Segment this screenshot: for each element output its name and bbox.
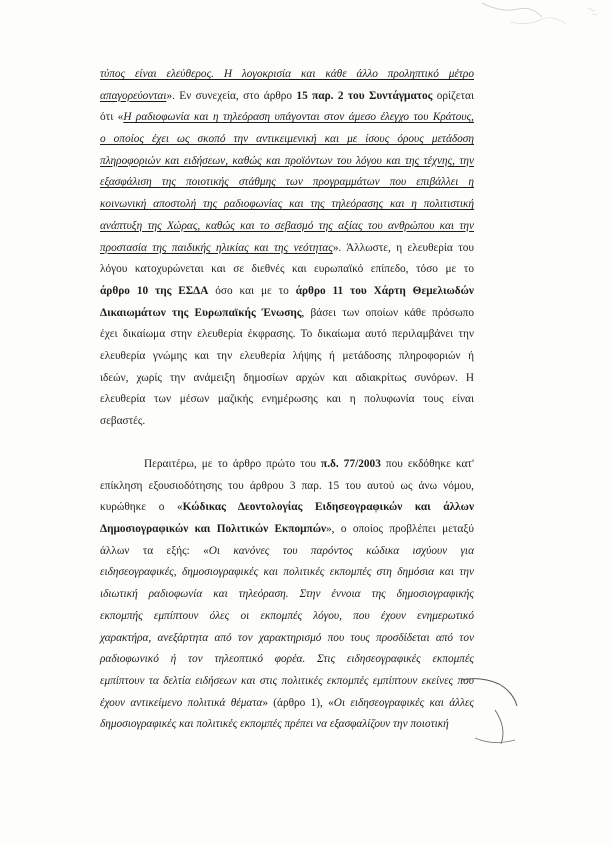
text-line (100, 562, 474, 584)
text-segment: ». Άλλωστε, η ελευθερία του (332, 241, 474, 254)
text-segment: ραδιοφωνικό ή τον τηλεοπτικό φορέα. Στις ειδησεογραφικές εκπομπές (100, 653, 474, 666)
text-line (100, 584, 474, 606)
text-segment: επίκληση εξουσιοδότησης του άρθρου 3 παρ. 15 του αυτού ως άνω νόμου, (100, 479, 474, 492)
text-segment: Περαιτέρω, με το άρθρο πρώτο του (144, 458, 322, 470)
text-line (100, 411, 474, 433)
text-line (100, 541, 474, 563)
text-segment: κοινωνική αποστολή της ραδιοφωνίας και της τηλεόρασης και η πολιτιστική (100, 198, 474, 211)
text-segment: δημοσιογραφικές και πολιτικές εκπομπές πρέπει να εξασφαλίζουν την ποιοτική (100, 718, 449, 731)
text-segment: ελευθερία γνώμης και την ελευθερία λήψης ή μετάδοσης πληροφοριών ή (100, 349, 474, 362)
text-line (100, 454, 474, 476)
text-segment: Δημοσιογραφικών και Πολιτικών Εκπομπών (100, 523, 327, 536)
handwritten-margin-stroke (455, 676, 525, 748)
text-line (100, 303, 474, 325)
text-line (100, 628, 474, 650)
text-segment: απαγορεύονται (100, 89, 167, 102)
text-segment: εξασφάλιση της ποιοτικής στάθμης των προγραμμάτων που επιβάλλει η (100, 176, 474, 189)
text-line (100, 151, 474, 173)
text-line (100, 476, 474, 498)
text-line (100, 649, 474, 671)
text-segment: ελευθερία των μέσων μαζικής ενημέρωσης και η πολυφωνία τους είναι (100, 393, 474, 406)
text-segment: , βάσει των οποίων κάθε πρόσωπο (301, 306, 474, 319)
scan-corner-marks (470, 0, 611, 60)
text-line (100, 324, 474, 346)
text-line (100, 107, 474, 129)
text-line (100, 129, 474, 151)
text-segment: προστασία της παιδικής ηλικίας και της νεότητας (100, 241, 333, 254)
text-segment: λόγου κατοχυρώνεται και σε διεθνές και ευρωπαϊκό επίπεδο, τόσο με το (100, 263, 474, 276)
text-line (100, 281, 474, 303)
text-line (100, 172, 474, 194)
text-line (100, 389, 474, 411)
text-segment: ο οποίος έχει ως σκοπό την αντικειμενική και με ίσους όρους μετάδοση (100, 133, 474, 146)
text-segment: Οι ειδησεογραφικές και άλλες (333, 696, 474, 709)
text-segment: ανάπτυξη της Χώρας, καθώς και το σεβασμό της αξίας του ανθρώπου και την (100, 219, 474, 232)
text-segment: ορίζεται (432, 89, 474, 102)
text-segment: άλλων τα εξής: « (100, 544, 209, 557)
text-segment: ». Εν συνεχεία, στο άρθρο (166, 89, 297, 102)
text-segment: », ο οποίος προβλέπει μεταξύ (326, 523, 474, 536)
text-segment: άρθρο 10 της ΕΣΔΑ (100, 284, 209, 297)
text-segment: ιδιωτική ραδιοφωνία και τηλεόραση. Στην έννοια της δημοσιογραφικής (100, 588, 474, 601)
text-segment: 15 παρ. 2 του Συντάγματος (296, 89, 433, 102)
text-line (100, 238, 474, 260)
text-line (100, 497, 474, 519)
text-segment: εκπομπής εμπίπτουν όλες οι εκπομπές λόγου, που έχουν ενημερωτικό (100, 609, 474, 622)
text-segment: ιδεών, χωρίς την ανάμειξη δημοσίων αρχών και αδιακρίτως συνόρων. Η (100, 371, 474, 384)
text-segment: που εκδόθηκε κατ' (380, 458, 474, 470)
text-segment: πληροφοριών και ειδήσεων, καθώς και προϊόντων του λόγου και της τέχνης, την (100, 154, 474, 167)
text-line (100, 86, 474, 108)
text-line (100, 714, 474, 736)
text-segment: σεβαστές. (100, 415, 146, 427)
paragraph-constitution (100, 64, 474, 433)
text-segment: εμπίπτουν τα δελτία ειδήσεων και στις πολιτικές εκπομπές εμπίπτουν εκείνες που (100, 674, 474, 687)
text-line (100, 216, 474, 238)
text-line (100, 693, 474, 715)
text-segment: έχει δικαίωμα στην ελευθερία έκφρασης. Το δικαίωμα αυτό περιλαμβάνει την (100, 328, 474, 341)
text-segment: Δικαιωμάτων της Ευρωπαϊκής Ένωσης (100, 306, 302, 319)
paragraph-code-of-ethics (100, 454, 474, 736)
text-segment: Η ραδιοφωνία και η τηλεόραση υπάγονται στον άμεσο έλεγχο του Κράτους, (123, 111, 474, 124)
text-segment: άρθρο 11 του Χάρτη Θεμελιωδών (295, 284, 474, 297)
text-segment: Κώδικας Δεοντολογίας Ειδησεογραφικών και άλλων (182, 501, 474, 514)
text-line (100, 368, 474, 390)
text-segment: π.δ. 77/2003 (321, 458, 381, 470)
text-line (100, 259, 474, 281)
text-line (100, 519, 474, 541)
text-segment: έχουν αντικείμενο πολιτικά θέματα (100, 696, 263, 709)
text-line (100, 194, 474, 216)
text-segment: Οι κανόνες του παρόντος κώδικα ισχύουν για (208, 544, 475, 557)
text-line (100, 64, 474, 86)
text-line (100, 671, 474, 693)
text-segment: » (άρθρο 1), « (262, 696, 334, 709)
text-line (100, 346, 474, 368)
text-segment: κυρώθηκε ο « (100, 501, 183, 514)
text-segment: ότι « (100, 111, 124, 124)
text-segment: τύπος είναι ελεύθερος. Η λογοκρισία και κάθε άλλο προληπτικό μέτρο (100, 68, 474, 80)
text-segment: χαρακτήρα, ανεξάρτητα από τον χαρακτηρισμό που τους προσδίδεται από τον (100, 631, 474, 644)
text-line (100, 606, 474, 628)
text-segment: ειδησεογραφικές, δημοσιογραφικές και πολιτικές εκπομπές στη δημόσια και την (100, 566, 474, 579)
text-segment: όσο και με το (208, 284, 296, 297)
